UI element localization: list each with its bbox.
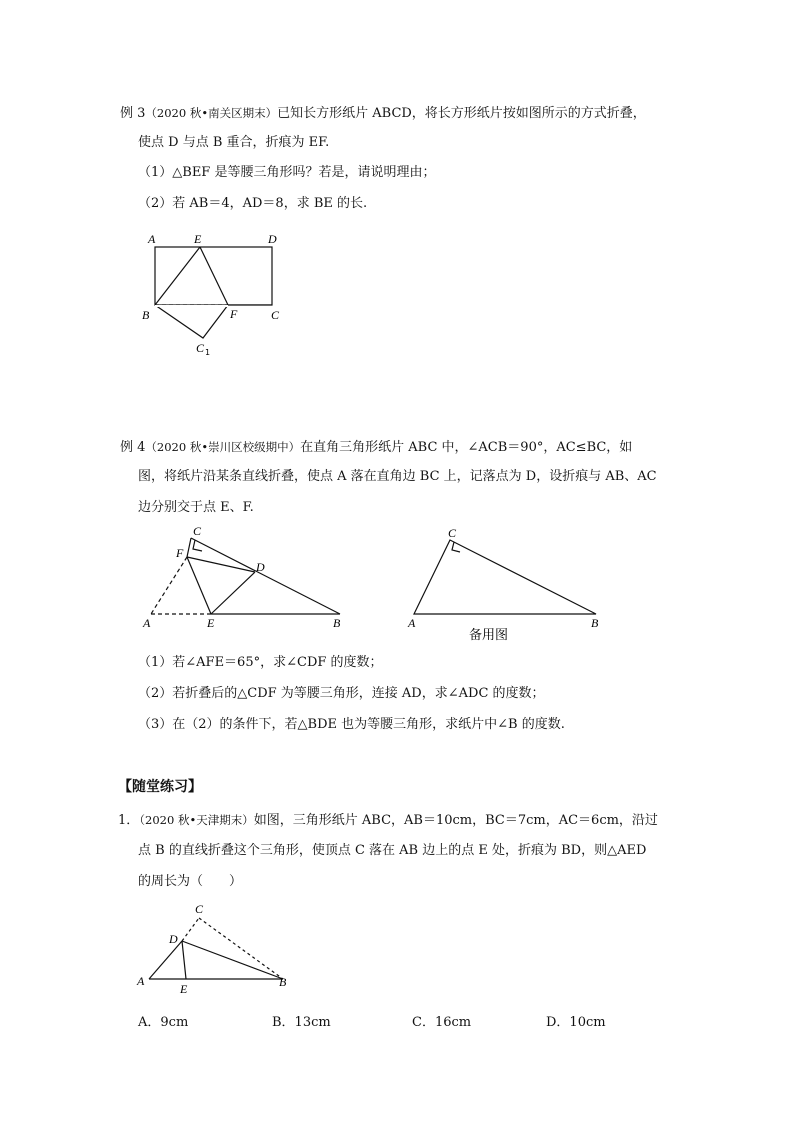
ex4-left-label-F: F <box>176 546 184 560</box>
ex3-text1: 已知长方形纸片 ABCD，将长方形纸片按如图所示的方式折叠， <box>277 106 646 121</box>
practice-line-AD <box>149 941 182 979</box>
practice-label-A: A <box>137 974 145 988</box>
practice-1-line3: 的周长为（ ） <box>138 874 243 889</box>
practice-label-C: C <box>195 902 204 916</box>
ex3-label: 例 3 <box>120 106 146 121</box>
practice-label-D: D <box>169 932 178 946</box>
ex4-label: 例 4 <box>120 440 146 455</box>
ex4-left-label-D: D <box>256 560 265 574</box>
practice-heading: 【随堂练习】 <box>118 779 202 795</box>
ex4-line2: 图，将纸片沿某条直线折叠，使点 A 落在直角边 BC 上，记落点为 D，设折痕与 AB、AC <box>138 469 657 484</box>
ex4-left-label-C: C <box>193 524 202 538</box>
practice-label-B: B <box>279 975 287 989</box>
practice-line-DC-dashed <box>182 918 199 941</box>
practice-1-source: （2020 秋•天津期末） <box>139 813 254 827</box>
option-a[interactable]: A．9cm <box>138 1015 189 1030</box>
ex4-question-2: （2）若折叠后的△CDF 为等腰三角形，连接 AD，求∠ADC 的度数； <box>138 686 545 701</box>
ex4-line3: 边分别交于点 E、F. <box>138 500 254 515</box>
ex3-label-B: B <box>142 308 150 322</box>
ex4-question-3: （3）在（2）的条件下，若△BDE 也为等腰三角形，求纸片中∠B 的度数. <box>138 717 565 732</box>
ex3-label-C1: C <box>196 341 205 355</box>
option-d[interactable]: D．10cm <box>546 1015 606 1030</box>
option-c[interactable]: C．16cm <box>412 1015 472 1030</box>
ex4-spare-caption: 备用图 <box>469 628 509 643</box>
practice-line-DB <box>182 941 283 979</box>
ex3-label-E: E <box>194 232 202 246</box>
ex3-label-F: F <box>230 307 238 321</box>
practice-1-line2: 点 B 的直线折叠这个三角形，使顶点 C 落在 AB 边上的点 E 处，折痕为 BD，则△AED <box>138 843 647 858</box>
ex4-source: （2020 秋•崇川区校级期中） <box>145 440 301 454</box>
ex3-label-C1-sub: 1 <box>205 348 211 357</box>
ex3-question-2: （2）若 AB＝4，AD＝8，求 BE 的长. <box>138 196 368 211</box>
ex4-question-1: （1）若∠AFE＝65°，求∠CDF 的度数； <box>138 655 383 670</box>
practice-1-number: 1． <box>118 813 140 828</box>
ex3-label-A: A <box>148 232 156 246</box>
ex4-left-label-E: E <box>207 616 215 630</box>
ex4-text1: 在直角三角形纸片 ABC 中，∠ACB＝90°，AC≤BC，如 <box>300 440 633 455</box>
ex4-left-label-A: A <box>143 616 151 630</box>
practice-line-CB-dashed <box>199 918 283 979</box>
ex3-label-D: D <box>268 232 277 246</box>
ex4-left-label-B: B <box>333 616 341 630</box>
ex4-spare-label-B: B <box>591 616 599 630</box>
practice-label-E: E <box>180 982 188 996</box>
ex3-source: （2020 秋•南关区期末） <box>145 106 278 120</box>
practice-1-text1: 如图，三角形纸片 ABC，AB＝10cm，BC＝7cm，AC＝6cm，沿过 <box>253 813 658 828</box>
option-b[interactable]: B．13cm <box>272 1015 331 1030</box>
ex4-spare-label-A: A <box>408 616 416 630</box>
ex3-question-1: （1）△BEF 是等腰三角形吗？若是，请说明理由； <box>138 165 436 180</box>
ex3-line2: 使点 D 与点 B 重合，折痕为 EF. <box>138 135 330 150</box>
ex3-label-C: C <box>271 308 280 322</box>
ex4-spare-label-C: C <box>448 526 457 540</box>
practice-line-DE <box>182 941 186 979</box>
